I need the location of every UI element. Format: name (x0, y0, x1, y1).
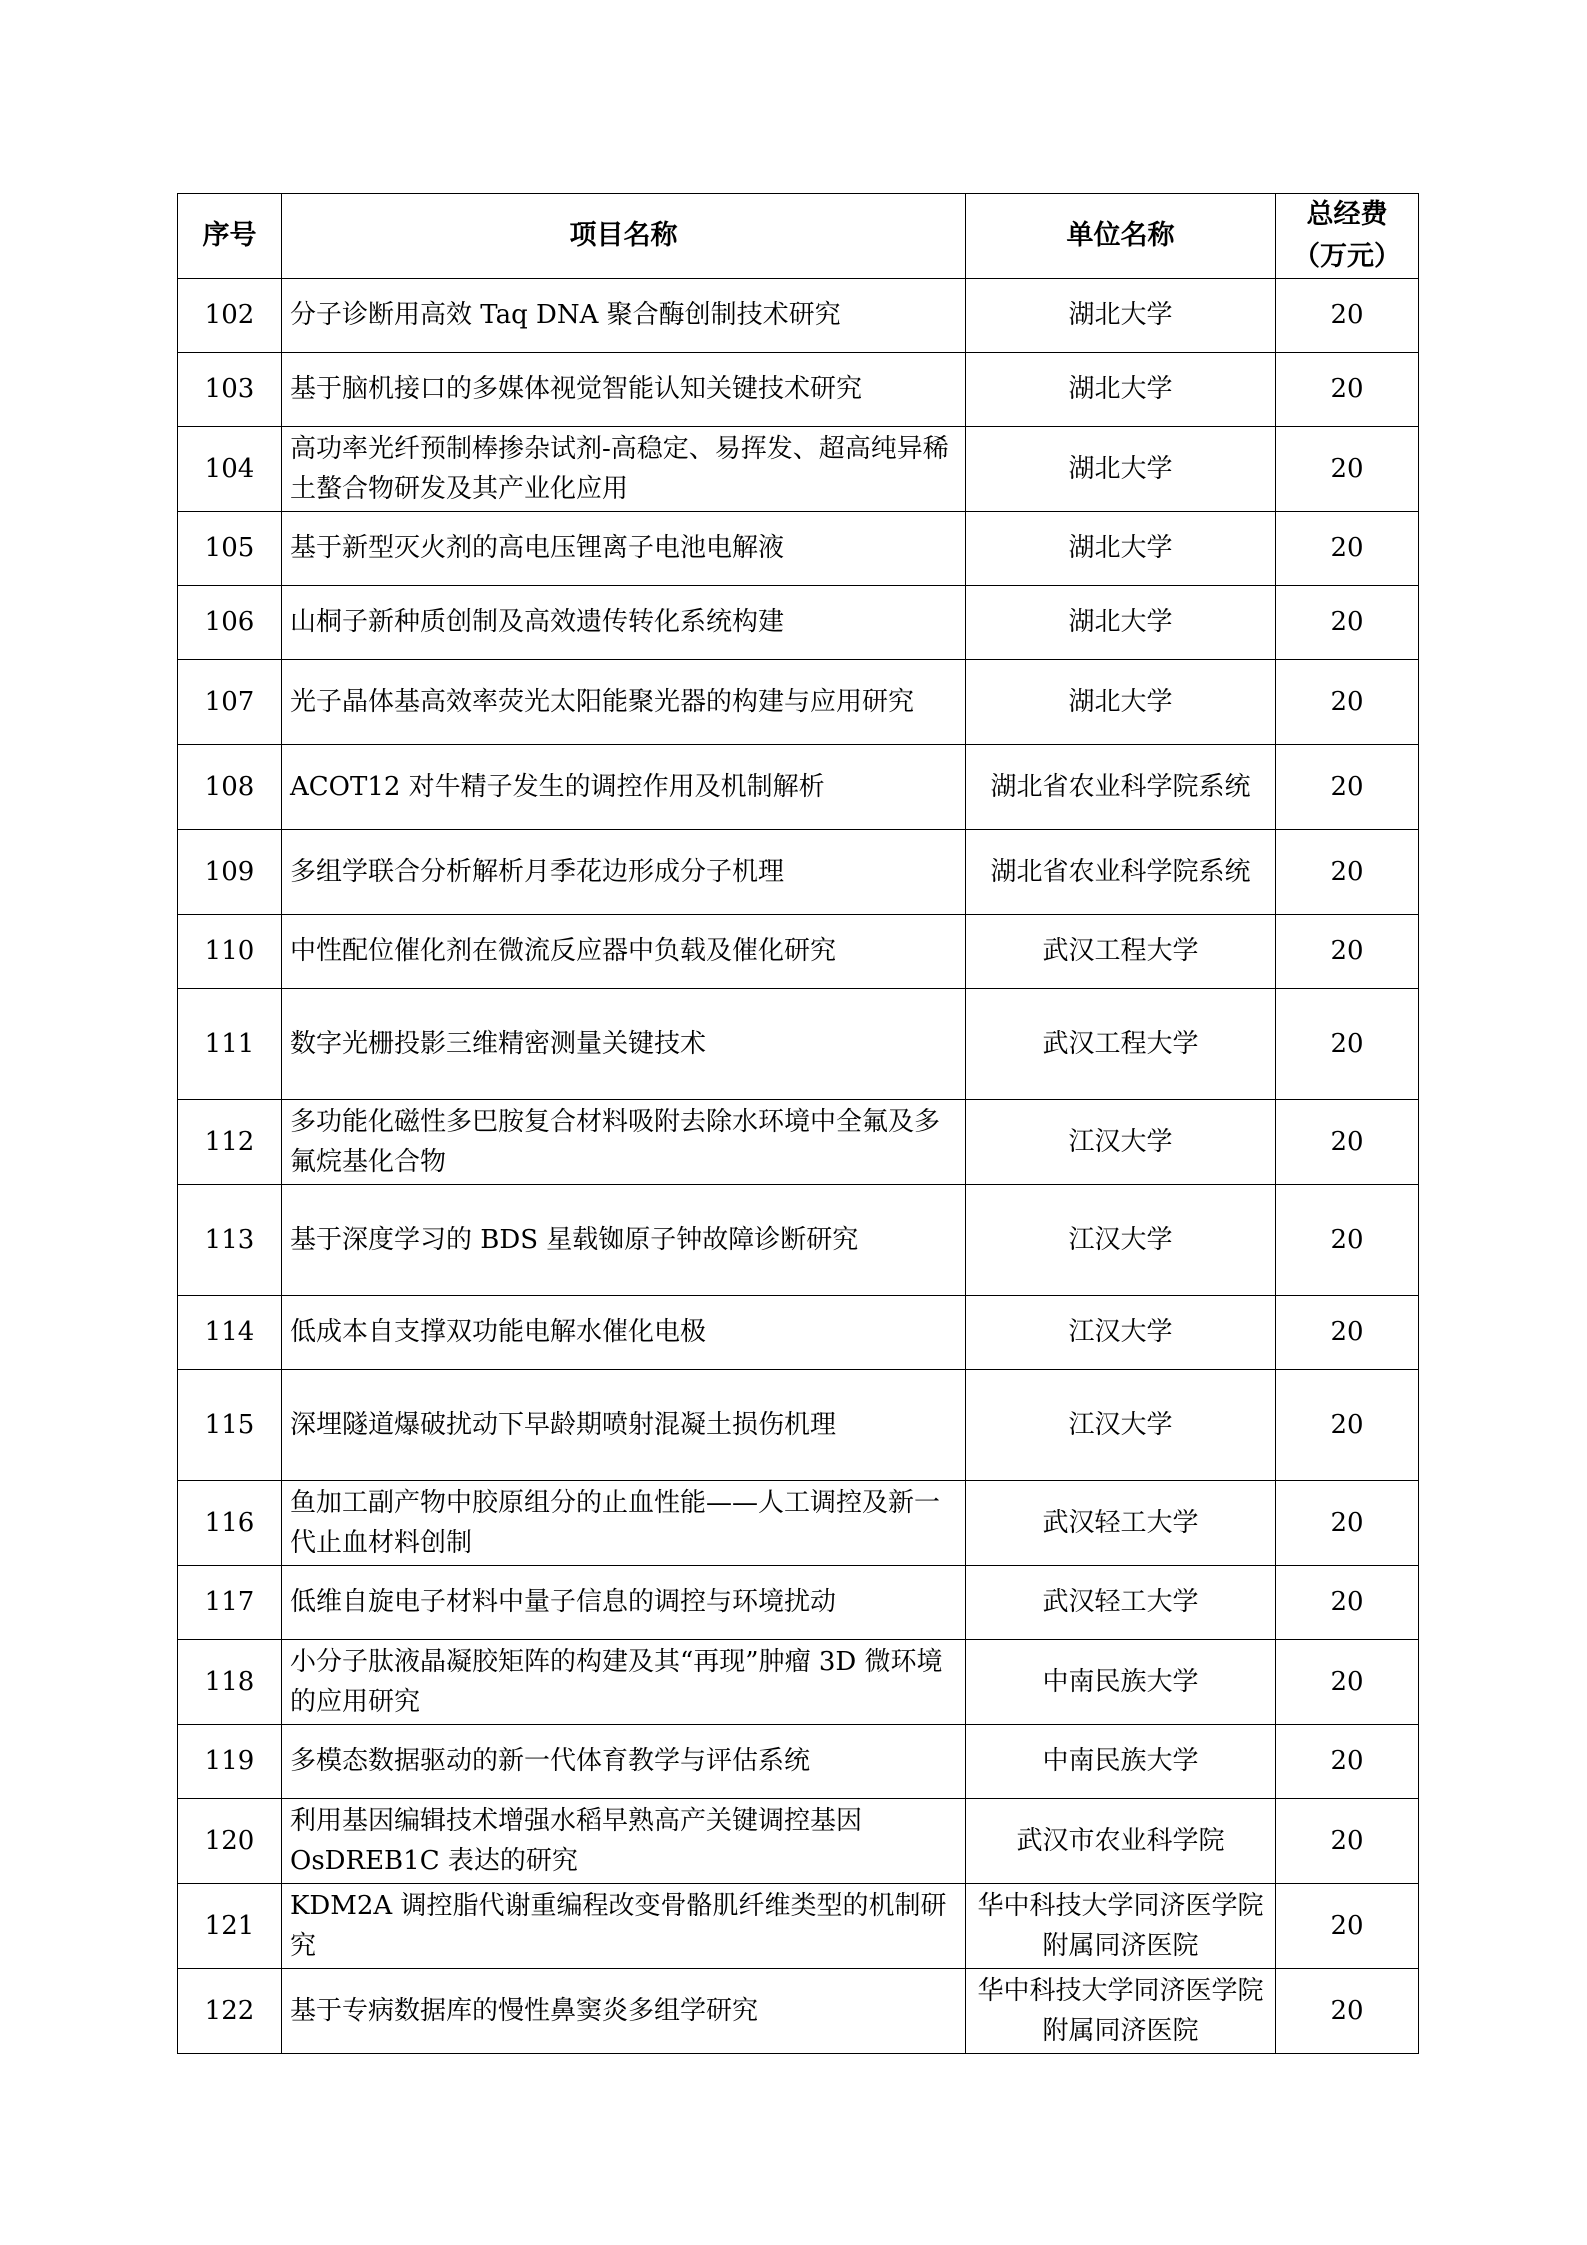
table-row (178, 660, 1419, 745)
cell-unit: 湖北大学 (966, 586, 1276, 660)
cell-unit: 武汉工程大学 (966, 915, 1276, 989)
cell-project-name: 高功率光纤预制棒掺杂试剂-高稳定、易挥发、超高纯异稀土螯合物研发及其产业化应用 (282, 427, 966, 512)
header-unit-name: 单位名称 (966, 194, 1276, 279)
cell-funding: 20 (1276, 279, 1419, 353)
cell-project-name: 光子晶体基高效率荧光太阳能聚光器的构建与应用研究 (282, 660, 966, 745)
cell-project-name: 低成本自支撑双功能电解水催化电极 (282, 1296, 966, 1370)
cell-funding: 20 (1276, 660, 1419, 745)
cell-project-name: KDM2A 调控脂代谢重编程改变骨骼肌纤维类型的机制研究 (282, 1884, 966, 1969)
project-funding-table (177, 193, 1419, 2054)
table-row (178, 512, 1419, 586)
cell-funding: 20 (1276, 989, 1419, 1100)
cell-no: 120 (178, 1799, 282, 1884)
cell-unit: 江汉大学 (966, 1370, 1276, 1481)
cell-no: 109 (178, 830, 282, 915)
cell-project-name: 利用基因编辑技术增强水稻早熟高产关键调控基因 OsDREB1C 表达的研究 (282, 1799, 966, 1884)
cell-no: 112 (178, 1100, 282, 1185)
cell-unit: 湖北大学 (966, 427, 1276, 512)
cell-no: 116 (178, 1481, 282, 1566)
cell-unit: 武汉轻工大学 (966, 1481, 1276, 1566)
cell-no: 122 (178, 1969, 282, 2054)
cell-project-name: 低维自旋电子材料中量子信息的调控与环境扰动 (282, 1566, 966, 1640)
cell-funding: 20 (1276, 1296, 1419, 1370)
cell-no: 104 (178, 427, 282, 512)
table-row (178, 1100, 1419, 1185)
cell-funding: 20 (1276, 1100, 1419, 1185)
table-row (178, 1799, 1419, 1884)
cell-funding: 20 (1276, 1566, 1419, 1640)
cell-funding: 20 (1276, 1725, 1419, 1799)
cell-project-name: 多功能化磁性多巴胺复合材料吸附去除水环境中全氟及多氟烷基化合物 (282, 1100, 966, 1185)
table-row (178, 1296, 1419, 1370)
cell-project-name: 山桐子新种质创制及高效遗传转化系统构建 (282, 586, 966, 660)
table-row (178, 915, 1419, 989)
cell-unit: 中南民族大学 (966, 1640, 1276, 1725)
cell-unit: 湖北大学 (966, 660, 1276, 745)
cell-funding: 20 (1276, 427, 1419, 512)
cell-unit: 湖北大学 (966, 512, 1276, 586)
cell-no: 115 (178, 1370, 282, 1481)
cell-no: 119 (178, 1725, 282, 1799)
cell-project-name: 基于专病数据库的慢性鼻窦炎多组学研究 (282, 1969, 966, 2054)
cell-project-name: 基于深度学习的 BDS 星载铷原子钟故障诊断研究 (282, 1185, 966, 1296)
cell-unit: 湖北省农业科学院系统 (966, 830, 1276, 915)
table-row (178, 1725, 1419, 1799)
table-row (178, 745, 1419, 830)
cell-unit: 湖北大学 (966, 279, 1276, 353)
cell-funding: 20 (1276, 1640, 1419, 1725)
header-no: 序号 (178, 194, 282, 279)
table-row (178, 1370, 1419, 1481)
table-header-row (178, 194, 1419, 279)
table-row (178, 427, 1419, 512)
cell-unit: 湖北省农业科学院系统 (966, 745, 1276, 830)
cell-no: 102 (178, 279, 282, 353)
cell-project-name: 基于脑机接口的多媒体视觉智能认知关键技术研究 (282, 353, 966, 427)
table-row (178, 1969, 1419, 2054)
table-row (178, 1481, 1419, 1566)
cell-no: 118 (178, 1640, 282, 1725)
cell-funding: 20 (1276, 1370, 1419, 1481)
cell-project-name: 鱼加工副产物中胶原组分的止血性能——人工调控及新一代止血材料创制 (282, 1481, 966, 1566)
cell-project-name: 数字光栅投影三维精密测量关键技术 (282, 989, 966, 1100)
cell-funding: 20 (1276, 745, 1419, 830)
header-total-funding (1276, 194, 1419, 279)
cell-project-name: 多组学联合分析解析月季花边形成分子机理 (282, 830, 966, 915)
cell-funding: 20 (1276, 830, 1419, 915)
cell-funding: 20 (1276, 1799, 1419, 1884)
header-project-name: 项目名称 (282, 194, 966, 279)
cell-unit: 江汉大学 (966, 1100, 1276, 1185)
cell-no: 106 (178, 586, 282, 660)
table-row (178, 1566, 1419, 1640)
cell-no: 105 (178, 512, 282, 586)
cell-unit: 江汉大学 (966, 1185, 1276, 1296)
cell-funding: 20 (1276, 1185, 1419, 1296)
cell-unit: 武汉轻工大学 (966, 1566, 1276, 1640)
header-funding-line1: 总经费 (1306, 199, 1388, 231)
table-row (178, 279, 1419, 353)
cell-unit: 华中科技大学同济医学院附属同济医院 (966, 1884, 1276, 1969)
cell-no: 108 (178, 745, 282, 830)
cell-project-name: ACOT12 对牛精子发生的调控作用及机制解析 (282, 745, 966, 830)
cell-no: 110 (178, 915, 282, 989)
cell-project-name: 中性配位催化剂在微流反应器中负载及催化研究 (282, 915, 966, 989)
cell-no: 117 (178, 1566, 282, 1640)
cell-project-name: 基于新型灭火剂的高电压锂离子电池电解液 (282, 512, 966, 586)
cell-unit: 江汉大学 (966, 1296, 1276, 1370)
cell-project-name: 小分子肽液晶凝胶矩阵的构建及其“再现”肿瘤 3D 微环境的应用研究 (282, 1640, 966, 1725)
header-funding-line2: （万元） (1293, 241, 1401, 272)
table-row (178, 353, 1419, 427)
cell-funding: 20 (1276, 586, 1419, 660)
cell-funding: 20 (1276, 1884, 1419, 1969)
cell-funding: 20 (1276, 512, 1419, 586)
cell-funding: 20 (1276, 1481, 1419, 1566)
cell-project-name: 多模态数据驱动的新一代体育教学与评估系统 (282, 1725, 966, 1799)
cell-unit: 湖北大学 (966, 353, 1276, 427)
cell-no: 114 (178, 1296, 282, 1370)
cell-unit: 中南民族大学 (966, 1725, 1276, 1799)
table-row (178, 1884, 1419, 1969)
table-row (178, 830, 1419, 915)
cell-unit: 武汉市农业科学院 (966, 1799, 1276, 1884)
cell-project-name: 分子诊断用高效 Taq DNA 聚合酶创制技术研究 (282, 279, 966, 353)
cell-no: 103 (178, 353, 282, 427)
table-row (178, 989, 1419, 1100)
cell-funding: 20 (1276, 1969, 1419, 2054)
table-row (178, 586, 1419, 660)
cell-funding: 20 (1276, 353, 1419, 427)
cell-no: 107 (178, 660, 282, 745)
cell-funding: 20 (1276, 915, 1419, 989)
cell-no: 111 (178, 989, 282, 1100)
table-row (178, 1640, 1419, 1725)
cell-no: 113 (178, 1185, 282, 1296)
cell-unit: 华中科技大学同济医学院附属同济医院 (966, 1969, 1276, 2054)
cell-unit: 武汉工程大学 (966, 989, 1276, 1100)
table-row (178, 1185, 1419, 1296)
cell-project-name: 深埋隧道爆破扰动下早龄期喷射混凝土损伤机理 (282, 1370, 966, 1481)
cell-no: 121 (178, 1884, 282, 1969)
